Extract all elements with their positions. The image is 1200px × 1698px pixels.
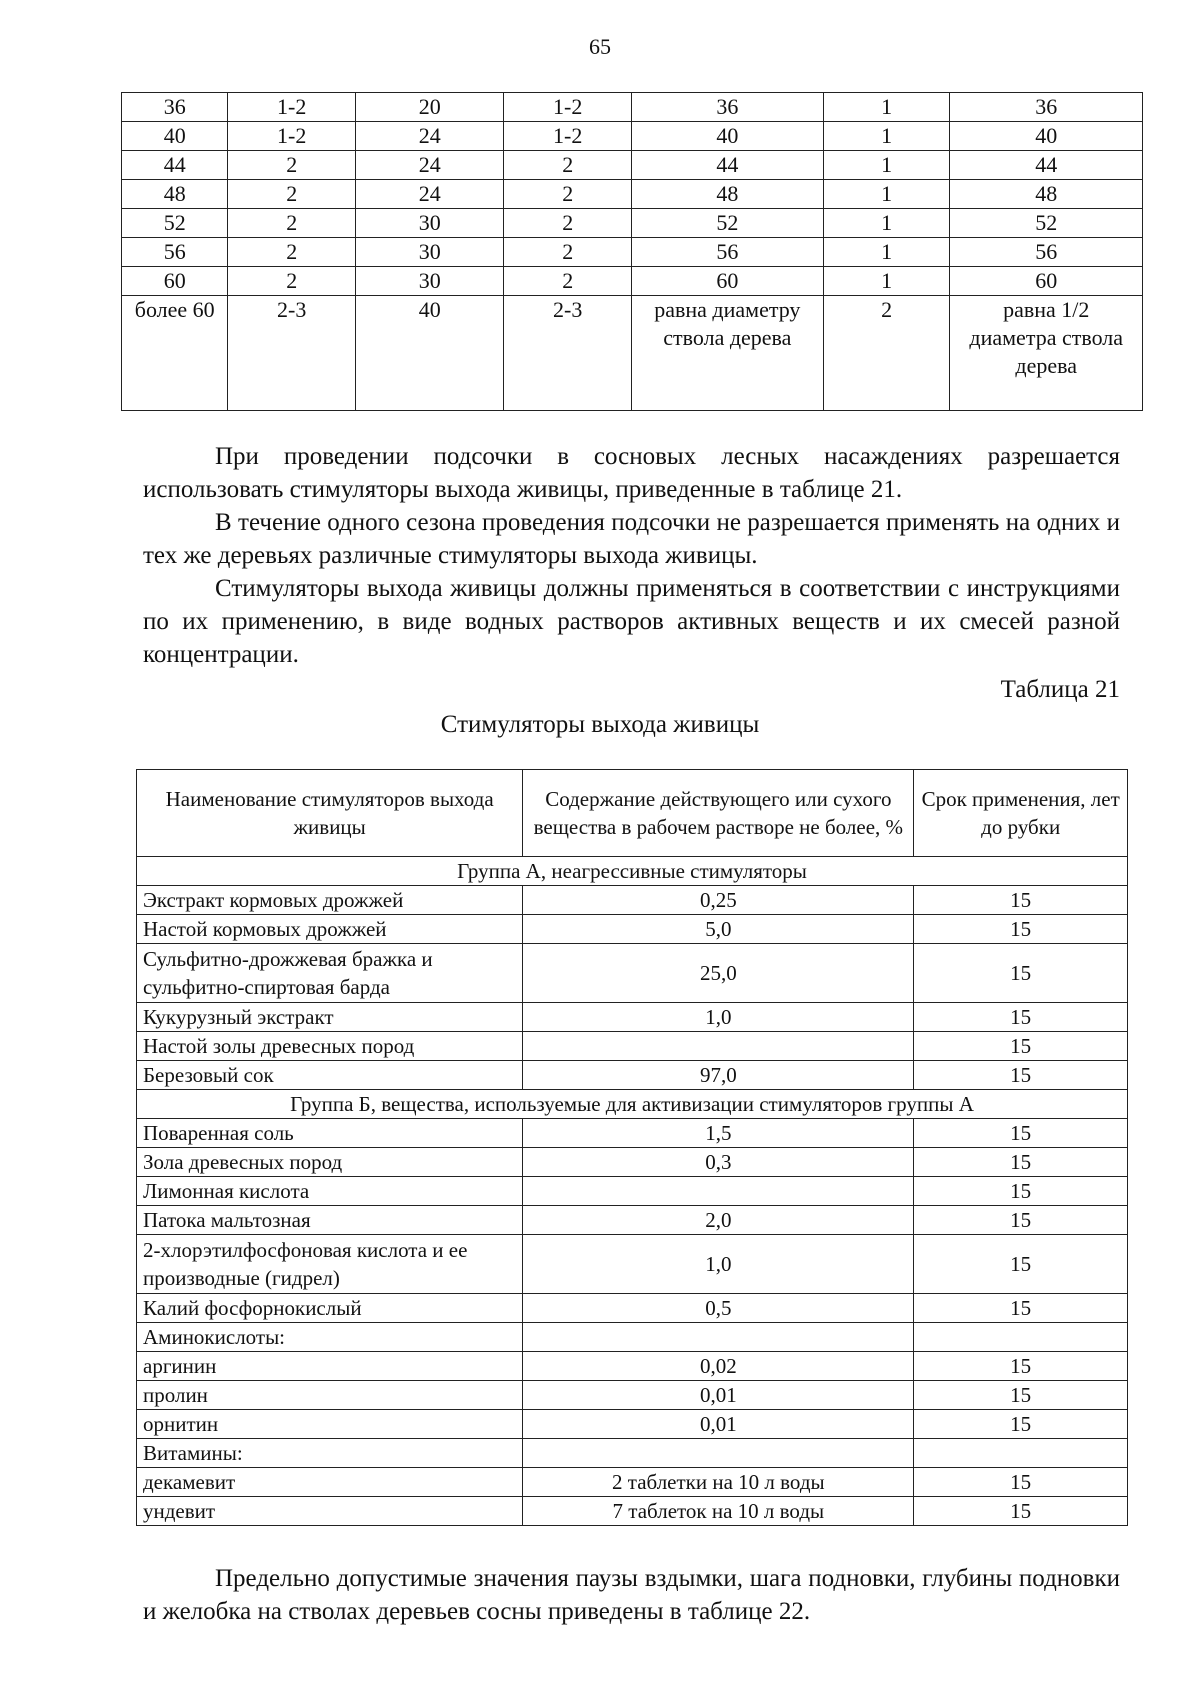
header-term: Срок применения, лет до рубки [914, 770, 1128, 857]
table-cell: 1 [823, 180, 950, 209]
table-cell: 56 [950, 238, 1143, 267]
row-term: 15 [914, 1003, 1128, 1032]
row-term: 15 [914, 1061, 1128, 1090]
table-row [137, 1468, 1128, 1497]
table-cell: 1 [823, 151, 950, 180]
table-row [137, 1497, 1128, 1526]
row-content: 97,0 [523, 1061, 914, 1090]
group-row [137, 1090, 1128, 1119]
table-row [137, 915, 1128, 944]
row-content: 0,5 [523, 1294, 914, 1323]
row-name: Лимонная кислота [137, 1177, 523, 1206]
row-name: Витамины: [137, 1439, 523, 1468]
paragraph-2-text: В течение одного сезона проведения подсочки не разрешается применять на одних и тех же деревьях различные стимуляторы выхода живицы. [143, 509, 1120, 569]
table-row [137, 1410, 1128, 1439]
header-name: Наименование стимуляторов выхода живицы [137, 770, 523, 857]
row-content [523, 1032, 914, 1061]
table-cell: 40 [631, 122, 823, 151]
table-cell: 1-2 [504, 93, 632, 122]
table-row [122, 151, 1143, 180]
row-name: 2-хлорэтилфосфоновая кислота и ее производные (гидрел) [137, 1235, 523, 1294]
row-content: 1,0 [523, 1003, 914, 1032]
table-cell: 1 [823, 238, 950, 267]
table-cell: 44 [631, 151, 823, 180]
row-term: 15 [914, 1177, 1128, 1206]
table-cell: 2-3 [504, 296, 632, 411]
closing-paragraph [143, 1562, 1120, 1628]
group-label: Группа А, неагрессивные стимуляторы [137, 857, 1128, 886]
table-cell: 2 [504, 267, 632, 296]
row-name: пролин [137, 1381, 523, 1410]
row-term: 15 [914, 944, 1128, 1003]
table-row [122, 180, 1143, 209]
row-name: Экстракт кормовых дрожжей [137, 886, 523, 915]
table-row [137, 1235, 1128, 1294]
table-row [122, 238, 1143, 267]
row-content: 25,0 [523, 944, 914, 1003]
row-content: 1,5 [523, 1119, 914, 1148]
row-term: 15 [914, 1468, 1128, 1497]
table-row [137, 1119, 1128, 1148]
table-row-last [122, 296, 1143, 411]
table-cell: 36 [631, 93, 823, 122]
paragraph-2 [143, 506, 1120, 572]
row-term [914, 1439, 1128, 1468]
table-cell: 1-2 [504, 122, 632, 151]
row-name: Поваренная соль [137, 1119, 523, 1148]
table-cell: 24 [355, 151, 503, 180]
table-cell: 48 [950, 180, 1143, 209]
table-row [137, 1148, 1128, 1177]
row-content: 2,0 [523, 1206, 914, 1235]
closing-paragraph-text: Предельно допустимые значения паузы вздымки, шага подновки, глубины подновки и желобка на стволах деревьев сосны приведены в таблице 22. [143, 1565, 1120, 1625]
row-term: 15 [914, 1148, 1128, 1177]
table-cell: 40 [355, 296, 503, 411]
row-content: 0,25 [523, 886, 914, 915]
row-term [914, 1323, 1128, 1352]
table-cell: 2 [228, 180, 356, 209]
paragraph-3 [143, 572, 1120, 671]
table-row [122, 122, 1143, 151]
table-cell: 1 [823, 209, 950, 238]
table-cell: 48 [631, 180, 823, 209]
table-cell: 56 [122, 238, 228, 267]
table-cell: 2 [228, 209, 356, 238]
table-cell: 52 [631, 209, 823, 238]
row-term: 15 [914, 915, 1128, 944]
row-term: 15 [914, 1235, 1128, 1294]
group-label: Группа Б, вещества, используемые для активизации стимуляторов группы А [137, 1090, 1128, 1119]
row-content: 2 таблетки на 10 л воды [523, 1468, 914, 1497]
row-content [523, 1439, 914, 1468]
paragraph-3-text: Стимуляторы выхода живицы должны применяться в соответствии с инструкциями по их применению, в виде водных растворов активных веществ и их смесей разной концентрации. [143, 575, 1120, 668]
paragraph-1 [143, 440, 1120, 506]
table-cell: 52 [122, 209, 228, 238]
table-row [137, 1061, 1128, 1090]
table-cell: 30 [355, 238, 503, 267]
row-name: орнитин [137, 1410, 523, 1439]
table-cell: 36 [950, 93, 1143, 122]
table-row [137, 1323, 1128, 1352]
table-cell: равна 1/2 диаметра ствола дерева [950, 296, 1143, 411]
row-name: Калий фосфорнокислый [137, 1294, 523, 1323]
table-cell: 60 [950, 267, 1143, 296]
table-cell: 2 [228, 238, 356, 267]
row-name: Патока мальтозная [137, 1206, 523, 1235]
table-cell: 2 [504, 180, 632, 209]
row-term: 15 [914, 1410, 1128, 1439]
table-row [137, 1177, 1128, 1206]
table-cell: более 60 [122, 296, 228, 411]
table-cell: 24 [355, 122, 503, 151]
row-content: 0,02 [523, 1352, 914, 1381]
table-cell: 20 [355, 93, 503, 122]
row-term: 15 [914, 1294, 1128, 1323]
table-cell: 2-3 [228, 296, 356, 411]
row-term: 15 [914, 1381, 1128, 1410]
table-cell: 1-2 [228, 93, 356, 122]
table-row [137, 1352, 1128, 1381]
row-content: 5,0 [523, 915, 914, 944]
row-name: Аминокислоты: [137, 1323, 523, 1352]
table-row [137, 1003, 1128, 1032]
table-cell: 60 [122, 267, 228, 296]
row-content: 1,0 [523, 1235, 914, 1294]
group-row [137, 857, 1128, 886]
row-name: Зола древесных пород [137, 1148, 523, 1177]
row-term: 15 [914, 1119, 1128, 1148]
table-cell: 30 [355, 267, 503, 296]
table-row [122, 209, 1143, 238]
continuation-table [121, 92, 1143, 411]
row-term: 15 [914, 1032, 1128, 1061]
row-name: Сульфитно-дрожжевая бражка и сульфитно-спиртовая барда [137, 944, 523, 1003]
header-content: Содержание действующего или сухого вещества в рабочем растворе не более, % [523, 770, 914, 857]
table-cell: 36 [122, 93, 228, 122]
row-name: Кукурузный экстракт [137, 1003, 523, 1032]
row-term: 15 [914, 1206, 1128, 1235]
table-cell: 24 [355, 180, 503, 209]
row-term: 15 [914, 1352, 1128, 1381]
table-row [122, 267, 1143, 296]
table-cell: 2 [504, 238, 632, 267]
table-21-label: Таблица 21 [1000, 676, 1120, 703]
table-cell: 2 [228, 267, 356, 296]
row-name: Настой золы древесных пород [137, 1032, 523, 1061]
page-number: 65 [589, 34, 611, 59]
row-content: 7 таблеток на 10 л воды [523, 1497, 914, 1526]
table-cell: 2 [504, 151, 632, 180]
table-cell: 1 [823, 267, 950, 296]
table-row [137, 944, 1128, 1003]
row-name: аргинин [137, 1352, 523, 1381]
table-cell: 1-2 [228, 122, 356, 151]
table-cell: 1 [823, 122, 950, 151]
table-cell: 40 [950, 122, 1143, 151]
table-cell: 44 [950, 151, 1143, 180]
table-cell: 52 [950, 209, 1143, 238]
table-cell: 2 [823, 296, 950, 411]
table-cell: 56 [631, 238, 823, 267]
row-content [523, 1323, 914, 1352]
row-content [523, 1177, 914, 1206]
table-cell: 1 [823, 93, 950, 122]
table-row [137, 1294, 1128, 1323]
table-cell: 2 [504, 209, 632, 238]
table-cell: 48 [122, 180, 228, 209]
row-name: декамевит [137, 1468, 523, 1497]
table-row [137, 886, 1128, 915]
table-21-title: Стимуляторы выхода живицы [440, 711, 760, 738]
table-cell: 2 [228, 151, 356, 180]
paragraph-1-text: При проведении подсочки в сосновых лесных насаждениях разрешается использовать стимуляторы выхода живицы, приведенные в таблице 21. [143, 443, 1120, 503]
row-content: 0,3 [523, 1148, 914, 1177]
table-row [137, 1032, 1128, 1061]
row-content: 0,01 [523, 1381, 914, 1410]
row-content: 0,01 [523, 1410, 914, 1439]
row-term: 15 [914, 886, 1128, 915]
table-row [137, 1206, 1128, 1235]
table-row [122, 93, 1143, 122]
table-cell: 60 [631, 267, 823, 296]
table-cell: 30 [355, 209, 503, 238]
row-name: Настой кормовых дрожжей [137, 915, 523, 944]
table-cell: равна диаметру ствола дерева [631, 296, 823, 411]
table-cell: 40 [122, 122, 228, 151]
table-row [137, 1439, 1128, 1468]
row-name: Березовый сок [137, 1061, 523, 1090]
table-21 [136, 769, 1128, 1526]
table-row [137, 1381, 1128, 1410]
row-term: 15 [914, 1497, 1128, 1526]
table-cell: 44 [122, 151, 228, 180]
row-name: ундевит [137, 1497, 523, 1526]
